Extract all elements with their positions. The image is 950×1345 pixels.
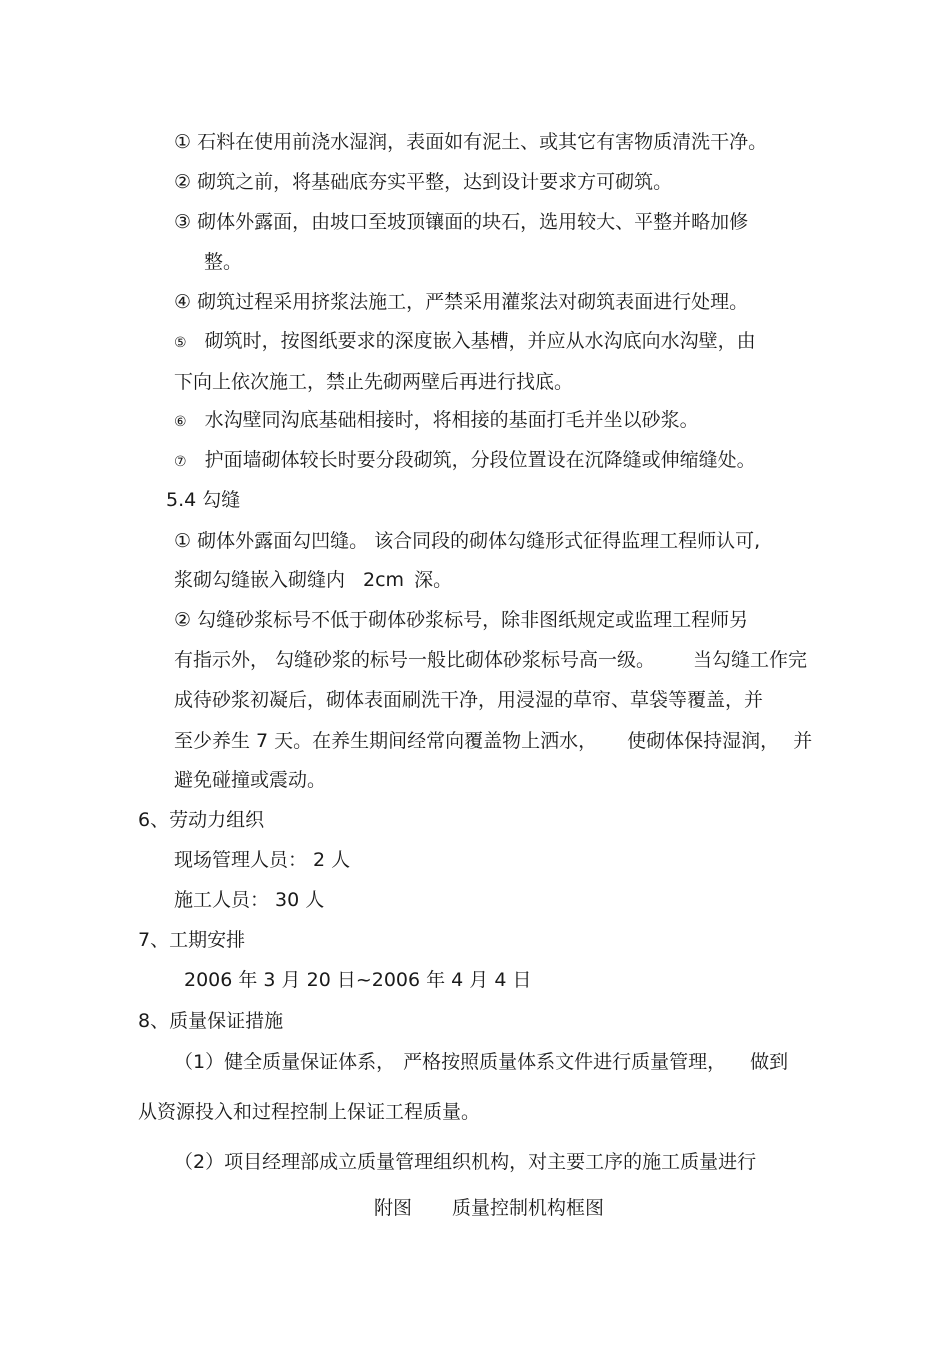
- paragraph-8-item-2: （2）项目经理部成立质量管理组织机构，对主要工序的施工质量进行: [174, 1151, 757, 1173]
- item-6-marker: ⑥: [174, 414, 187, 430]
- heading-6: 6、劳动力组织: [138, 809, 265, 831]
- text-run: 做到: [750, 1051, 789, 1073]
- text-run: 深。: [414, 569, 453, 591]
- schedule-dates: 2006 年 3 月 20 日~2006 年 4 月 4 日: [184, 969, 532, 991]
- paragraph-5-3-item-2: ② 砌筑之前，将基础底夯实平整，达到设计要求方可砌筑。: [174, 171, 673, 193]
- paragraph-5-4-item-2-line-4: [174, 729, 812, 753]
- paragraph-8-item-1-line-1: [174, 1050, 788, 1074]
- heading-5-4: 5.4 勾缝: [166, 489, 241, 511]
- item-7-marker: ⑦: [174, 454, 187, 470]
- text-run: 2cm: [363, 569, 405, 591]
- item-6-text: 水沟壁同沟底基础相接时，将相接的基面打毛并坐以砂浆。: [204, 409, 699, 431]
- text-run: 使砌体保持湿润，: [627, 730, 780, 752]
- paragraph-5-3-item-3-line-1: ③ 砌体外露面，由坡口至坡顶镶面的块石，选用较大、平整并略加修: [174, 211, 749, 233]
- paragraph-5-3-item-6: [174, 408, 699, 434]
- text-run: （1）健全质量保证体系，: [174, 1051, 396, 1073]
- paragraph-5-3-item-5-line-2: 下向上依次施工，禁止先砌两壁后再进行找底。: [174, 371, 574, 393]
- paragraph-5-3-item-4: ④ 砌筑过程采用挤浆法施工，严禁采用灌浆法对砌筑表面进行处理。: [174, 291, 749, 313]
- paragraph-5-4-item-1-line-1: ① 砌体外露面勾凹缝。 该合同段的砌体勾缝形式征得监理工程师认可,: [174, 530, 761, 552]
- item-5-marker: ⑤: [174, 335, 187, 351]
- text-run: 严格按照质量体系文件进行质量管理，: [403, 1051, 727, 1073]
- figure-caption: [374, 1196, 604, 1220]
- text-run: 并: [793, 730, 813, 752]
- figure-label: 附图: [374, 1197, 413, 1219]
- heading-8: 8、质量保证措施: [138, 1010, 284, 1032]
- heading-7: 7、工期安排: [138, 929, 246, 951]
- text-run: 有指示外， 勾缝砂浆的标号一般比砌体砂浆标号高一级。: [174, 649, 656, 671]
- text-run: 浆砌勾缝嵌入砌缝内: [174, 569, 346, 591]
- paragraph-5-3-item-5-line-1: [174, 329, 756, 355]
- paragraph-8-item-1-line-2: 从资源投入和过程控制上保证工程质量。: [138, 1101, 481, 1123]
- labor-managers: 现场管理人员： 2 人: [174, 849, 351, 871]
- figure-title: 质量控制机构框图: [452, 1197, 605, 1219]
- paragraph-5-3-item-1: ① 石料在使用前浇水湿润，表面如有泥土、或其它有害物质清洗干净。: [174, 131, 768, 153]
- text-run: 至少养生 7 天。在养生期间经常向覆盖物上洒水，: [174, 730, 598, 752]
- labor-workers: 施工人员： 30 人: [174, 889, 325, 911]
- item-5-text: 砌筑时，按图纸要求的深度嵌入基槽，并应从水沟底向水沟壁，由: [204, 330, 756, 352]
- paragraph-5-3-item-7: [174, 448, 756, 474]
- paragraph-5-4-item-2-line-2: [174, 648, 807, 672]
- paragraph-5-4-item-2-line-5: 避免碰撞或震动。: [174, 769, 327, 791]
- paragraph-5-3-item-3-line-2: 整。: [204, 251, 243, 273]
- item-7-text: 护面墙砌体较长时要分段砌筑，分段位置设在沉降缝或伸缩缝处。: [204, 449, 756, 471]
- paragraph-5-4-item-2-line-1: ② 勾缝砂浆标号不低于砌体砂浆标号，除非图纸规定或监理工程师另: [174, 609, 749, 631]
- paragraph-5-4-item-2-line-3: 成待砂浆初凝后，砌体表面刷洗干净，用浸湿的草帘、草袋等覆盖，并: [174, 689, 764, 711]
- paragraph-5-4-item-1-line-2: [174, 568, 452, 592]
- text-run: 当勾缝工作完: [693, 649, 808, 671]
